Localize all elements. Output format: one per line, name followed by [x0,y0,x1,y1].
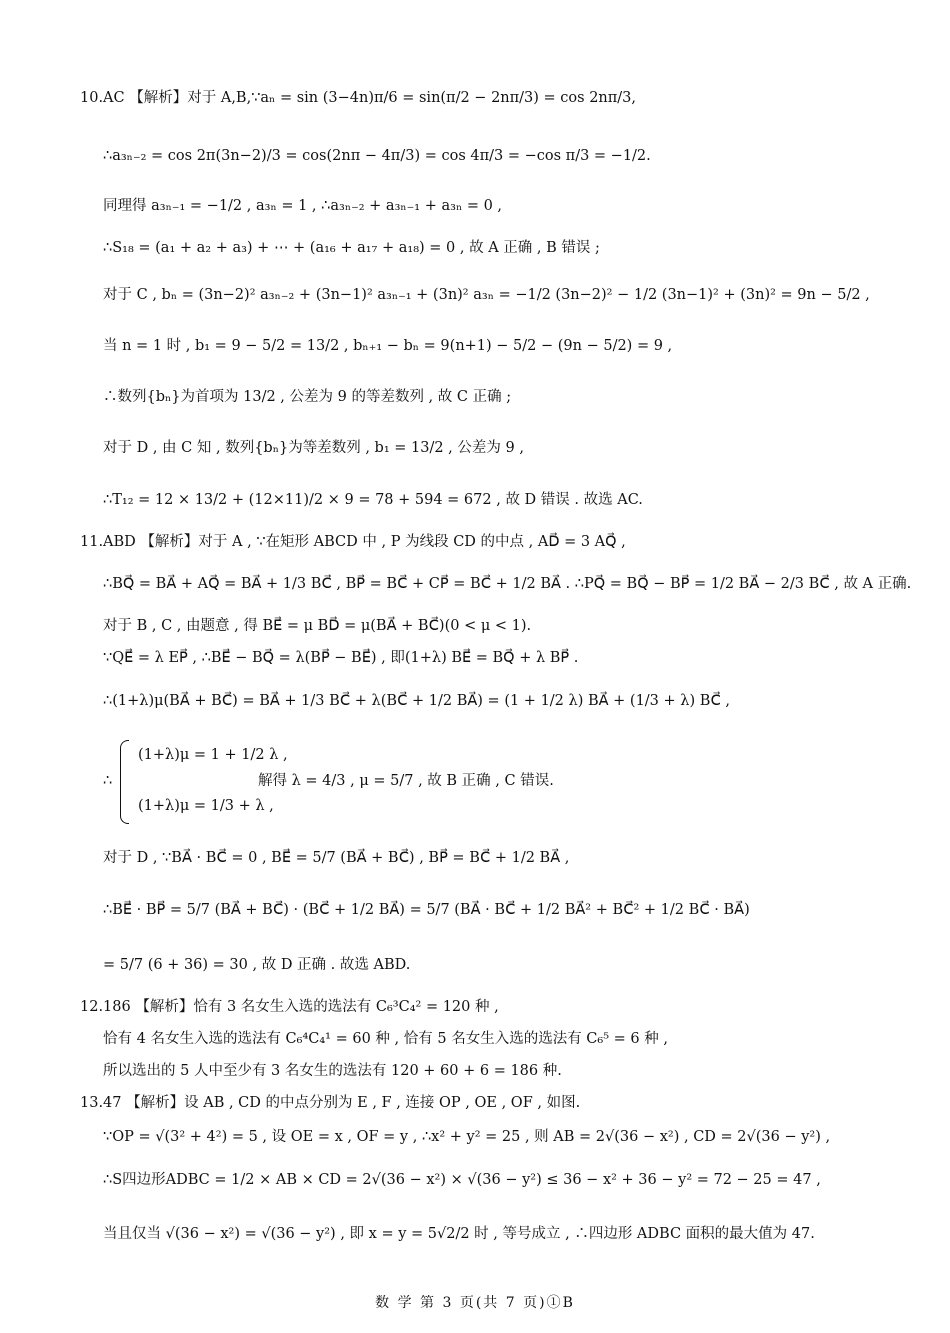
text-line-l01: 10.AC 【解析】对于 A,B,∵aₙ = sin (3−4n)π/6 = sin(π/2 − 2nπ/3) = cos 2nπ/3, [80,90,637,106]
text-line-l09: ∴T₁₂ = 12 × 13/2 + (12×11)/2 × 9 = 78 + 594 = 672 , 故 D 错误 . 故选 AC. [103,492,643,508]
text-line-l17: 解得 λ = 4/3 , μ = 5/7 , 故 B 正确 , C 错误. [258,773,554,789]
text-line-l21: = 5/7 (6 + 36) = 30 , 故 D 正确 . 故选 ABD. [103,957,411,973]
text-line-l19: 对于 D , ∵BA⃗ · BC⃗ = 0 , BE⃗ = 5/7 (BA⃗ + BC⃗) , BP⃗ = BC⃗ + 1/2 BA⃗ , [103,850,570,866]
text-line-l22: 12.186 【解析】恰有 3 名女生入选的选法有 C₆³C₄² = 120 种 , [80,999,499,1015]
text-line-l14: ∴(1+λ)μ(BA⃗ + BC⃗) = BA⃗ + 1/3 BC⃗ + λ(BC⃗ + 1/2 BA⃗) = (1 + 1/2 λ) BA⃗ + (1/3 + λ) BC⃗ , [103,693,730,709]
text-line-l18: (1+λ)μ = 1/3 + λ , [138,798,274,814]
text-line-l20: ∴BE⃗ · BP⃗ = 5/7 (BA⃗ + BC⃗) · (BC⃗ + 1/2 BA⃗) = 5/7 (BA⃗ · BC⃗ + 1/2 BA⃗² + BC⃗² + 1/2 BC⃗ · BA⃗) [103,902,750,918]
text-line-l26: ∵OP = √(3² + 4²) = 5 , 设 OE = x , OF = y , ∴x² + y² = 25 , 则 AB = 2√(36 − x²) , CD = 2√(36 − y²) , [103,1129,831,1145]
page-footer: 数 学 第 3 页(共 7 页)①B [375,1295,575,1311]
text-line-l25: 13.47 【解析】设 AB , CD 的中点分别为 E , F , 连接 OP , OE , OF , 如图. [80,1095,581,1111]
text-line-l13: ∵QE⃗ = λ EP⃗ , ∴BE⃗ − BQ⃗ = λ(BP⃗ − BE⃗) , 即(1+λ) BE⃗ = BQ⃗ + λ BP⃗ . [103,650,579,666]
text-line-l16: ∴ [103,773,113,789]
text-line-l07: ∴数列{bₙ}为首项为 13/2 , 公差为 9 的等差数列 , 故 C 正确 ; [103,389,512,405]
equation-system-brace [120,740,129,824]
text-line-l03: 同理得 a₃ₙ₋₁ = −1/2 , a₃ₙ = 1 , ∴a₃ₙ₋₂ + a₃ₙ₋₁ + a₃ₙ = 0 , [103,198,503,214]
text-line-l28: 当且仅当 √(36 − x²) = √(36 − y²) , 即 x = y = 5√2/2 时 , 等号成立 , ∴四边形 ADBC 面积的最大值为 47. [103,1226,815,1242]
text-line-l27: ∴S四边形ADBC = 1/2 × AB × CD = 2√(36 − x²) × √(36 − y²) ≤ 36 − x² + 36 − y² = 72 − 25 = 47 , [103,1172,821,1188]
text-line-l04: ∴S₁₈ = (a₁ + a₂ + a₃) + ⋯ + (a₁₆ + a₁₇ + a₁₈) = 0 , 故 A 正确 , B 错误 ; [103,240,600,256]
text-line-l11: ∴BQ⃗ = BA⃗ + AQ⃗ = BA⃗ + 1/3 BC⃗ , BP⃗ = BC⃗ + CP⃗ = BC⃗ + 1/2 BA⃗ . ∴PQ⃗ = BQ⃗ − BP⃗ = 1/2 BA⃗ − 2/3 BC⃗ , 故 A 正确. [103,576,912,592]
text-line-l08: 对于 D , 由 C 知 , 数列{bₙ}为等差数列 , b₁ = 13/2 , 公差为 9 , [103,440,524,456]
text-line-l24: 所以选出的 5 人中至少有 3 名女生的选法有 120 + 60 + 6 = 186 种. [103,1063,562,1079]
text-line-l05: 对于 C , bₙ = (3n−2)² a₃ₙ₋₂ + (3n−1)² a₃ₙ₋₁ + (3n)² a₃ₙ = −1/2 (3n−2)² − 1/2 (3n−1)² + (3n)² = 9n − 5/2 , [103,287,870,303]
text-line-l12: 对于 B , C , 由题意 , 得 BE⃗ = μ BD⃗ = μ(BA⃗ + BC⃗)(0 < μ < 1). [103,618,532,634]
text-line-l02: ∴a₃ₙ₋₂ = cos 2π(3n−2)/3 = cos(2nπ − 4π/3) = cos 4π/3 = −cos π/3 = −1/2. [103,148,651,164]
text-line-l10: 11.ABD 【解析】对于 A , ∵在矩形 ABCD 中 , P 为线段 CD 的中点 , AD⃗ = 3 AQ⃗ , [80,534,626,550]
text-line-l23: 恰有 4 名女生入选的选法有 C₆⁴C₄¹ = 60 种 , 恰有 5 名女生入选的选法有 C₆⁵ = 6 种 , [103,1031,668,1047]
text-line-l06: 当 n = 1 时 , b₁ = 9 − 5/2 = 13/2 , bₙ₊₁ − bₙ = 9(n+1) − 5/2 − (9n − 5/2) = 9 , [103,338,673,354]
text-line-l15: (1+λ)μ = 1 + 1/2 λ , [138,747,288,763]
